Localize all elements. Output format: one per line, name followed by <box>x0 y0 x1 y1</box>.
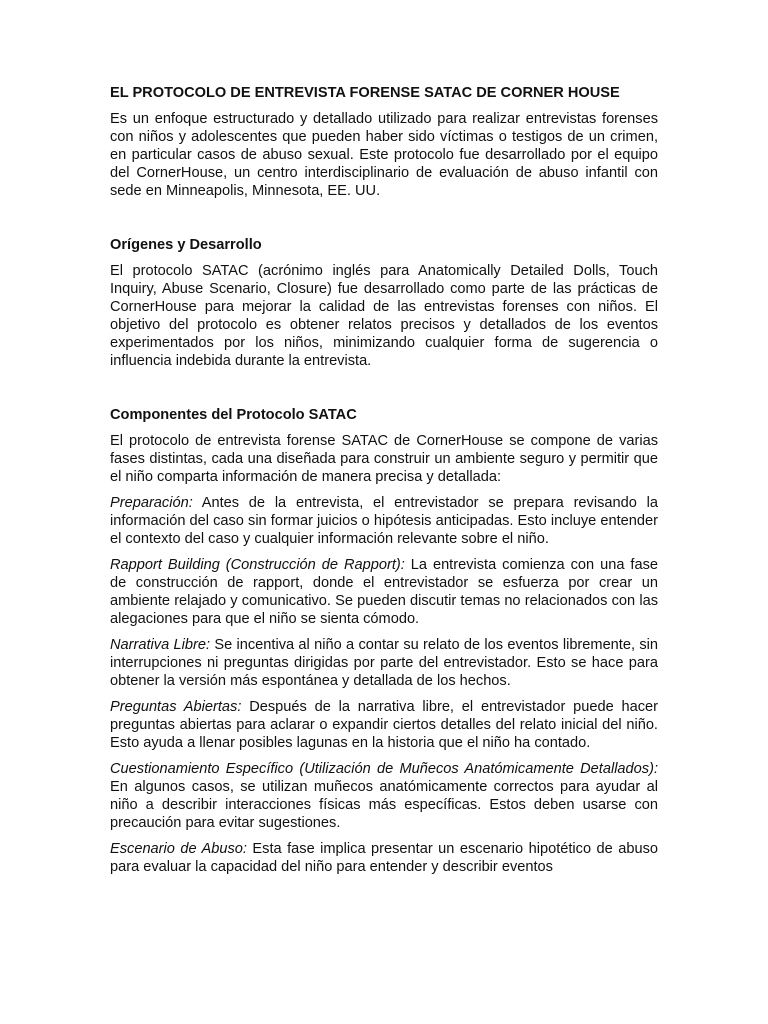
document-page <box>110 84 658 884</box>
phase-abuse-scenario <box>110 840 658 876</box>
phase-text: Esta fase implica presentar un escenario hipotético de abuso para evaluar la capacidad del niño para entender y describir eventos <box>110 841 658 875</box>
phase-text: Después de la narrativa libre, el entrevistador puede hacer preguntas abiertas para aclarar o expandir ciertos detalles del relato inicial del niño. Esto ayuda a llenar posibles lagunas en la historia que el niño ha contado. <box>110 699 658 751</box>
section-heading-origins: Orígenes y Desarrollo <box>110 237 262 253</box>
phase-text: Se incentiva al niño a contar su relato de los eventos libremente, sin interrupciones ni preguntas dirigidas por parte del entrevistador. Esto se hace para obtener la versión más espontánea y detallada de los hechos. <box>110 637 658 689</box>
phase-term: Preparación: <box>110 495 193 511</box>
phase-term: Preguntas Abiertas: <box>110 699 242 715</box>
phase-text: La entrevista comienza con una fase de construcción de rapport, donde el entrevistador se esfuerza por crear un ambiente relajado y comunicativo. Se pueden discutir temas no relacionados con las alegaciones para que el niño se sienta cómodo. <box>110 557 658 627</box>
components-paragraph: El protocolo de entrevista forense SATAC de CornerHouse se compone de varias fases distintas, cada una diseñada para construir un ambiente seguro y permitir que el niño comparta información de manera precisa y detallada: <box>110 433 658 485</box>
phase-specific-questioning <box>110 760 658 832</box>
phase-text: Antes de la entrevista, el entrevistador se prepara revisando la información del caso sin formar juicios o hipótesis anticipadas. Esto incluye entender el contexto del caso y cualquier información relevante sobre el niño. <box>110 495 658 547</box>
section-spacer <box>110 378 658 406</box>
phase-open-questions <box>110 698 658 752</box>
document-title: EL PROTOCOLO DE ENTREVISTA FORENSE SATAC DE CORNER HOUSE <box>110 85 620 101</box>
phase-term: Rapport Building (Construcción de Rapport): <box>110 557 405 573</box>
phase-rapport-building <box>110 556 658 628</box>
phase-preparation <box>110 494 658 548</box>
phase-term: Narrativa Libre: <box>110 637 211 653</box>
intro-paragraph: Es un enfoque estructurado y detallado utilizado para realizar entrevistas forenses con niños y adolescentes que pueden haber sido víctimas o testigos de un crimen, en particular casos de abuso sexual. Este protocolo fue desarrollado por el equipo del CornerHouse, un centro interdisciplinario de evaluación de abuso infantil con sede en Minneapolis, Minnesota, EE. UU. <box>110 111 658 199</box>
section-spacer <box>110 208 658 236</box>
origins-paragraph: El protocolo SATAC (acrónimo inglés para Anatomically Detailed Dolls, Touch Inquiry, Abuse Scenario, Closure) fue desarrollado como parte de las prácticas de CornerHouse para mejorar la calidad de las entrevistas forenses con niños. El objetivo del protocolo es obtener relatos precisos y detallados de los eventos experimentados por los niños, minimizando cualquier forma de sugerencia o influencia indebida durante la entrevista. <box>110 263 658 369</box>
phase-text: En algunos casos, se utilizan muñecos anatómicamente correctos para ayudar al niño a describir interacciones físicas más específicas. Estos deben usarse con precaución para evitar sugestiones. <box>110 779 658 831</box>
phase-term: Escenario de Abuso: <box>110 841 247 857</box>
phase-term: Cuestionamiento Específico (Utilización de Muñecos Anatómicamente Detallados): <box>110 761 658 777</box>
section-heading-components: Componentes del Protocolo SATAC <box>110 407 357 423</box>
phase-free-narrative <box>110 636 658 690</box>
